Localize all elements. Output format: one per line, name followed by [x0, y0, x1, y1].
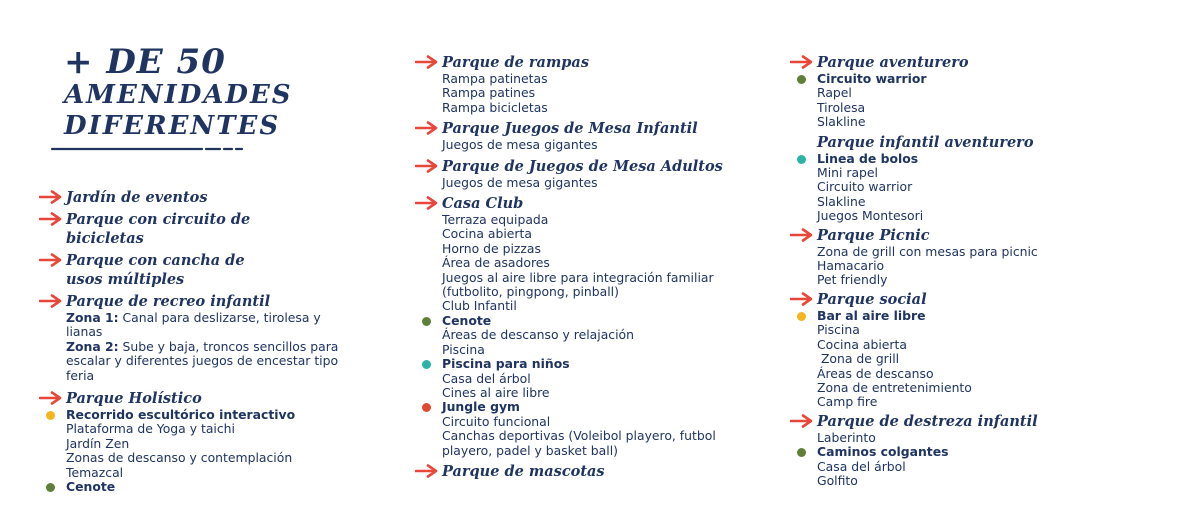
arrow-icon [39, 190, 63, 204]
arrow-icon [415, 464, 439, 478]
section-title: Parque de rampas [442, 54, 589, 71]
list-item: Área de asadores [442, 255, 550, 271]
list-item: Plataforma de Yoga y taichi [66, 421, 235, 437]
list-item: Temazcal [66, 464, 124, 480]
section-cancha-usos-multiples [66, 251, 271, 289]
section-title: Parque de recreo infantil [66, 293, 271, 310]
section-title: Parque Juegos de Mesa Infantil [442, 120, 698, 138]
list-item: Piscina [817, 322, 860, 338]
red-dot-icon [422, 403, 431, 412]
section-parque-rampas [442, 53, 742, 115]
list-item: Jardín Zen [66, 435, 130, 451]
section-destreza-infantil [817, 412, 1087, 489]
list-item: Zona de grill con mesas para picnic [817, 243, 1038, 259]
arrow-icon [790, 228, 814, 242]
arrow-icon [415, 121, 439, 135]
green-dot-icon [46, 483, 55, 492]
list-item: Circuito funcional [442, 413, 551, 429]
list-item: Bar al aire libre [817, 309, 1087, 323]
list-item: Horno de pizzas [442, 240, 541, 256]
section-parque-holistico [66, 389, 356, 494]
column-1 [66, 188, 356, 494]
zona-2-label: Zona 2: [66, 338, 119, 354]
list-item: Piscina para niños [442, 357, 742, 371]
list-item: Linea de bolos [817, 152, 1087, 166]
list-item: Recorrido escultórico interactivo [66, 408, 356, 422]
zona-1-text: Canal para deslizarse, tirolesa y lianas [66, 310, 321, 340]
list-item: Piscina [442, 341, 485, 357]
list-item: Terraza equipada [442, 212, 549, 228]
section-title: Parque Picnic [817, 226, 930, 244]
arrow-icon [39, 294, 63, 308]
list-item: Mini rapel [817, 165, 878, 181]
list-item: Áreas de descanso y relajación [442, 327, 634, 343]
teal-dot-icon [422, 360, 431, 369]
arrow-icon [790, 414, 814, 428]
list-item: Caminos colgantes [817, 445, 1087, 459]
section-title: Casa Club [442, 195, 524, 213]
list-item: Slakline [817, 114, 866, 130]
list-item: Juegos al aire libre para integración familiar (futbolito, pingpong, pinball) [442, 269, 714, 300]
zona-1-label: Zona 1: [66, 310, 119, 325]
list-item: Cines al aire libre [442, 384, 550, 400]
list-item: Áreas de descanso [817, 365, 934, 381]
section-casa-club [442, 194, 742, 458]
list-item: Rampa patines [442, 85, 536, 101]
column-2 [442, 53, 742, 481]
headline-line-2: AMENIDADES [64, 80, 293, 110]
list-item: Juegos de mesa gigantes [442, 137, 598, 153]
list-item: Zona de entretenimiento [817, 379, 972, 395]
section-title: Parque social [817, 290, 927, 308]
yellow-dot-icon [797, 312, 806, 321]
yellow-dot-icon [46, 411, 55, 420]
zona-1-description [66, 311, 341, 340]
list-item: Circuito warrior [817, 179, 913, 195]
list-item: Zonas de descanso y contemplación [66, 450, 293, 466]
column-3 [817, 53, 1087, 488]
list-item: Rapel [817, 85, 852, 101]
arrow-icon [415, 55, 439, 69]
section-parque-social [817, 290, 1087, 410]
arrow-icon [790, 55, 814, 69]
arrow-icon [39, 391, 63, 405]
headline-line-3: DIFERENTES [64, 111, 281, 141]
section-parque-picnic [817, 226, 1087, 288]
section-parque-mascotas [442, 462, 742, 481]
list-item: Circuito warrior [817, 72, 1087, 86]
list-item: Cenote [442, 314, 742, 328]
section-recreo-infantil [66, 292, 341, 383]
list-item: Jungle gym [442, 400, 742, 414]
list-item: Rampa patinetas [442, 71, 548, 86]
section-title: Parque de destreza infantil [817, 412, 1038, 430]
list-item: Tirolesa [817, 99, 866, 115]
list-item: Pet friendly [817, 272, 888, 288]
section-title: Parque de Juegos de Mesa Adultos [442, 157, 723, 175]
list-item: Juegos Montesori [817, 208, 924, 224]
section-parque-infantil-aventurero [817, 133, 1087, 224]
section-title: Parque aventurero [817, 54, 969, 71]
section-title: Parque de mascotas [442, 462, 605, 480]
section-juegos-mesa-infantil [442, 119, 742, 152]
section-title: Parque Holístico [66, 390, 202, 408]
list-item: Casa del árbol [817, 458, 906, 474]
list-item: Camp fire [817, 394, 878, 410]
teal-dot-icon [797, 155, 806, 164]
headline-line-1: + DE 50 [64, 42, 226, 82]
list-item: Cocina abierta [817, 336, 907, 352]
section-parque-aventurero [817, 53, 1087, 130]
green-dot-icon [797, 75, 806, 84]
list-item: Club Infantil [442, 298, 517, 314]
headline [64, 44, 293, 142]
green-dot-icon [797, 448, 806, 457]
list-item: Casa del árbol [442, 370, 531, 386]
arrow-icon [790, 292, 814, 306]
section-circuito-bicicletas [66, 210, 256, 248]
section-title: Parque con circuito de bicicletas [66, 211, 251, 247]
list-item: Cocina abierta [442, 226, 532, 242]
green-dot-icon [422, 317, 431, 326]
section-juegos-mesa-adultos [442, 157, 742, 190]
list-item: Cenote [66, 480, 356, 494]
headline-underline [50, 146, 262, 152]
section-title: Parque infantil aventurero [817, 133, 1034, 151]
list-item: Juegos de mesa gigantes [442, 174, 598, 190]
list-item: Hamacario [817, 258, 885, 274]
list-item: Golfito [817, 472, 858, 488]
arrow-icon [39, 253, 63, 267]
section-jardin-eventos [66, 188, 356, 207]
section-title: Parque con cancha de usos múltiples [66, 252, 245, 288]
arrow-icon [39, 212, 63, 226]
section-title: Jardín de eventos [66, 189, 208, 206]
list-item: Rampa bicicletas [442, 99, 548, 115]
zona-2-description [66, 340, 341, 383]
arrow-icon [415, 159, 439, 173]
list-item: Laberinto [817, 429, 876, 445]
list-item: Slakline [817, 193, 866, 209]
list-item: Canchas deportivas (Voleibol playero, futbol playero, padel y basket ball) [442, 428, 716, 458]
zona-2-text: Sube y baja, troncos sencillos para escalar y diferentes juegos de encestar tipo feria [66, 338, 339, 383]
list-item: Zona de grill [817, 351, 900, 367]
arrow-icon [415, 196, 439, 210]
